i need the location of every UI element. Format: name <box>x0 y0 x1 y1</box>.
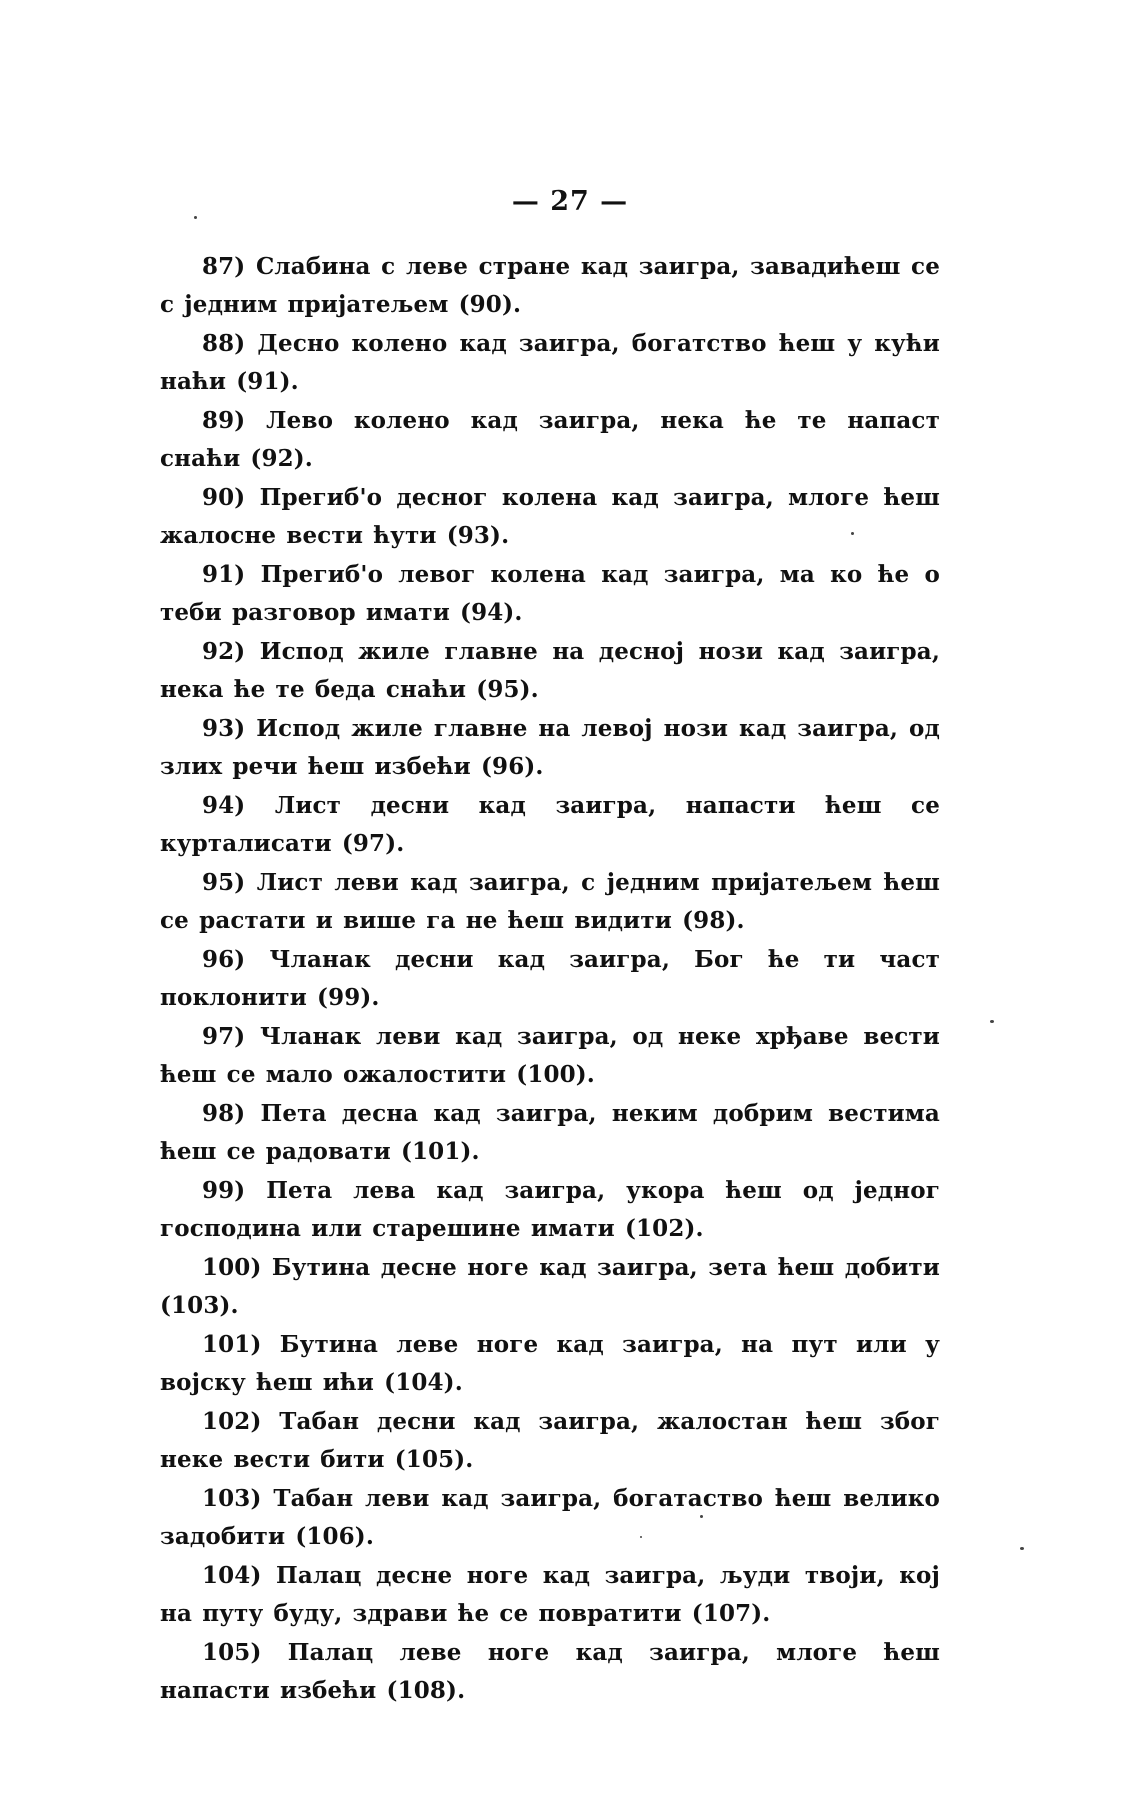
list-item: 88) Десно колено кад заигра, богатство ћеш у кући наћи (91). <box>160 330 940 395</box>
list-item: 87) Слабина с леве стране кад заигра, завадићеш се с једним пријатељем (90). <box>160 253 940 318</box>
list-item: 98) Пета десна кад заигра, неким добрим вестима ћеш се радовати (101). <box>160 1100 940 1165</box>
list-item: 89) Лево колено кад заигра, нека ће те напаст снаћи (92). <box>160 407 940 472</box>
list-item: 91) Прегиб'о левог колена кад заигра, ма ко ће о теби разговор имати (94). <box>160 561 940 626</box>
list-item: 105) Палац леве ноге кад заигра, млоге ћеш напасти избећи (108). <box>160 1639 940 1704</box>
scan-speck <box>990 1020 994 1023</box>
list-item: 99) Пета лева кад заигра, укора ћеш од једног господина или старешине имати (102). <box>160 1177 940 1242</box>
scan-speck <box>700 1515 703 1518</box>
list-item: 96) Чланак десни кад заигра, Бог ће ти част поклонити (99). <box>160 946 940 1011</box>
list-item: 101) Бутина леве ноге кад заигра, на пут или у војску ћеш ићи (104). <box>160 1331 940 1396</box>
list-item: 92) Испод жиле главне на десној нози кад заигра, нека ће те беда снаћи (95). <box>160 638 940 703</box>
list-item: 103) Табан леви кад заигра, богатаство ћеш велико задобити (106). <box>160 1485 940 1550</box>
list-item: 97) Чланак леви кад заигра, од неке хрђаве вести ћеш се мало ожалостити (100). <box>160 1023 940 1088</box>
entry-list <box>160 248 940 1711</box>
scan-speck <box>194 216 197 219</box>
scan-speck <box>1020 1547 1024 1550</box>
list-item: 100) Бутина десне ноге кад заигра, зета ћеш добити (103). <box>160 1254 940 1319</box>
scan-speck <box>640 1536 642 1538</box>
list-item: 95) Лист леви кад заигра, с једним пријатељем ћеш се растати и више га не ћеш видити (98). <box>160 869 940 934</box>
list-item: 102) Табан десни кад заигра, жалостан ћеш због неке вести бити (105). <box>160 1408 940 1473</box>
scan-speck <box>851 532 854 535</box>
list-item: 90) Прегиб'о десног колена кад заигра, млоге ћеш жалосне вести ћути (93). <box>160 484 940 549</box>
page-number: — 27 — <box>511 186 629 217</box>
list-item: 93) Испод жиле главне на левој нози кад заигра, од злих речи ћеш избећи (96). <box>160 715 940 780</box>
list-item: 104) Палац десне ноге кад заигра, људи твоји, кој на путу буду, здрави ће се повратити (107). <box>160 1562 940 1627</box>
list-item: 94) Лист десни кад заигра, напасти ћеш се курталисати (97). <box>160 792 940 857</box>
